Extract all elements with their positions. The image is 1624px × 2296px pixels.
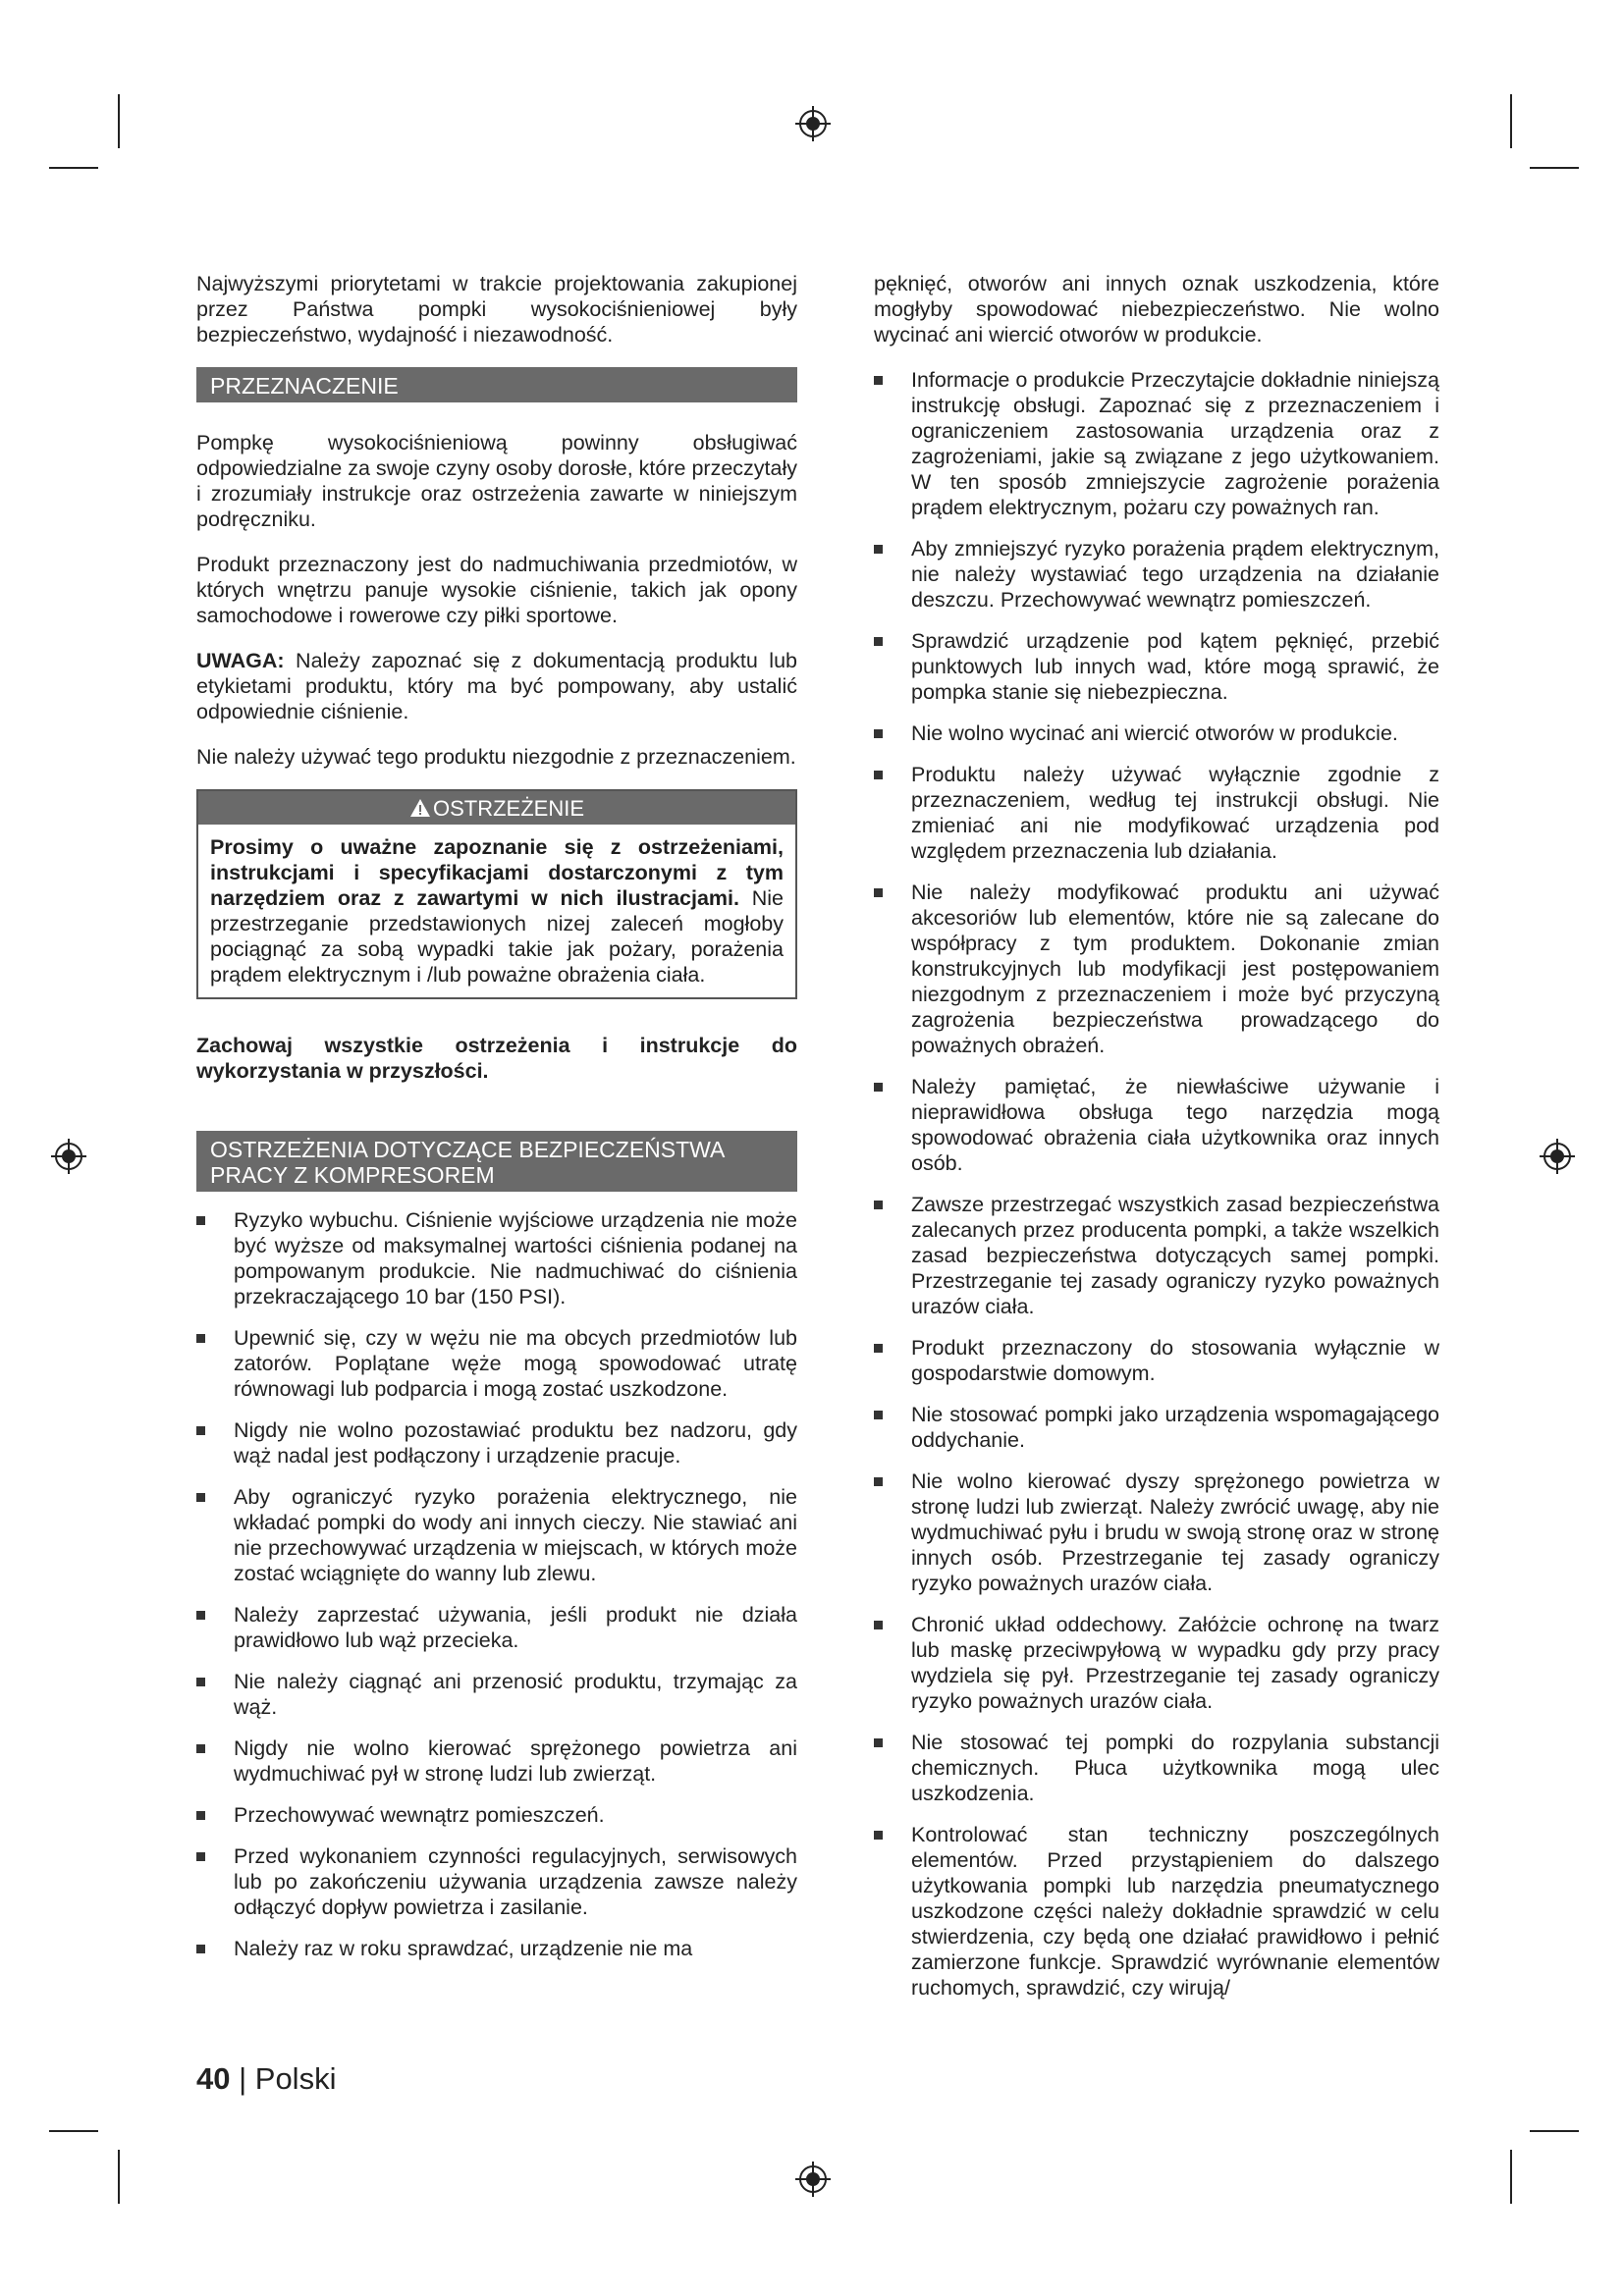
list-item: Informacje o produkcie Przeczytajcie dokładnie niniejszą instrukcję obsługi. Zapoznać się z przeznaczeniem i ograniczeniem zastosowania urządzenia oraz z zagrożeniami, jakie są związane z jego użytkowaniem. W ten sposób zmniejszycie zagrożenie porażenia prądem elektrycznym, pożaru czy poważnych ran. bbox=[874, 367, 1439, 520]
crop-mark bbox=[118, 94, 120, 148]
bullet-icon bbox=[196, 1493, 205, 1502]
list-item: Produkt przeznaczony do stosowania wyłącznie w gospodarstwie domowym. bbox=[874, 1335, 1439, 1386]
crop-mark bbox=[1510, 94, 1512, 148]
list-item: Nie wolno wycinać ani wiercić otworów w produkcie. bbox=[874, 721, 1439, 746]
keep-instructions: Zachowaj wszystkie ostrzeżenia i instrukcje do wykorzystania w przyszłości. bbox=[196, 1034, 797, 1083]
crop-mark bbox=[1530, 2130, 1579, 2132]
crop-mark bbox=[1530, 167, 1579, 169]
list-item: Nigdy nie wolno kierować sprężonego powietrza ani wydmuchiwać pył w stronę ludzi lub zwierząt. bbox=[196, 1735, 797, 1787]
list-item: Nie należy modyfikować produktu ani używać akcesoriów lub elementów, które nie są zalecane do współpracy z tym produktem. Dokonanie zmian konstrukcyjnych lub modyfikacji jest postępowaniem niezgodnym z przeznaczeniem i może być przyczyną zagrożenia bezpieczeństwa prowadzącego do poważnych obrażeń. bbox=[874, 880, 1439, 1058]
list-item: Przechowywać wewnątrz pomieszczeń. bbox=[196, 1802, 797, 1828]
list-item: Produktu należy używać wyłącznie zgodnie z przeznaczeniem, według tej instrukcji obsługi. Nie zmieniać ani nie modyfikować urządzenia pod względem przeznaczenia lub działania. bbox=[874, 762, 1439, 864]
warning-text: Nie przestrzeganie przedstawionych nizej zaleceń mogłoby pociągnąć za sobą wypadki takie jak pożary, porażenia prądem elektrycznym i /lub poważne obrażenia ciała. bbox=[210, 886, 785, 987]
bullet-icon bbox=[874, 1083, 883, 1092]
bullet-icon bbox=[196, 1945, 205, 1953]
warning-header bbox=[198, 791, 795, 825]
bullet-icon bbox=[874, 1831, 883, 1840]
list-item: Aby zmniejszyć ryzyko porażenia prądem elektrycznym, nie należy wystawiać tego urządzenia na działanie deszczu. Przechowywać wewnątrz pomieszczeń. bbox=[874, 536, 1439, 613]
bullet-icon bbox=[196, 1334, 205, 1343]
bullet-icon bbox=[874, 1738, 883, 1747]
purpose-paragraph: Nie należy używać tego produktu niezgodnie z przeznaczeniem. bbox=[196, 745, 796, 769]
crop-mark bbox=[49, 167, 98, 169]
list-item: Przed wykonaniem czynności regulacyjnych, serwisowych lub po zakończeniu używania urządzenia zawsze należy odłączyć dopływ powietrza i zasilanie. bbox=[196, 1843, 797, 1920]
note-label: UWAGA: bbox=[196, 649, 285, 672]
bullet-icon bbox=[196, 1852, 205, 1861]
list-item: Nie stosować tej pompki do rozpylania substancji chemicznych. Płuca użytkownika mogą ulec uszkodzenia. bbox=[874, 1730, 1439, 1806]
bullet-icon bbox=[874, 637, 883, 646]
bullet-icon bbox=[196, 1744, 205, 1753]
warning-icon bbox=[409, 798, 431, 818]
list-item: Aby ograniczyć ryzyko porażenia elektrycznego, nie wkładać pompki do wody ani innych cieczy. Nie stawiać ani nie przechowywać urządzenia w miejscach, w których może zostać wciągnięte do wanny lub zlewu. bbox=[196, 1484, 797, 1586]
list-item: Nie stosować pompki jako urządzenia wspomagającego oddychanie. bbox=[874, 1402, 1439, 1453]
section-heading-safety: OSTRZEŻENIA DOTYCZĄCE BEZPIECZEŃSTWA PRACY Z KOMPRESOREM bbox=[196, 1131, 797, 1192]
bullet-icon bbox=[874, 729, 883, 738]
warning-body bbox=[198, 825, 795, 997]
warning-box bbox=[196, 789, 797, 999]
warning-bold-text: Prosimy o uważne zapoznanie się z ostrzeżeniami, instrukcjami i specyfikacjami dostarczonymi z tym narzędziem oraz z zawartymi w nich ilustracjami. bbox=[210, 835, 784, 910]
section-heading-purpose: PRZEZNACZENIE bbox=[196, 367, 797, 402]
bullet-icon bbox=[196, 1426, 205, 1435]
list-item: Ryzyko wybuchu. Ciśnienie wyjściowe urządzenia nie może być wyższe od maksymalnej wartości ciśnienia podanej na pompowanym produkcie. Nie nadmuchiwać do ciśnienia przekraczającego 10 bar (150 PSI). bbox=[196, 1207, 797, 1309]
bullet-icon bbox=[874, 376, 883, 385]
continued-paragraph: pęknięć, otworów ani innych oznak uszkodzenia, które mogłyby spowodować niebezpieczeństwo. Nie wolno wycinać ani wiercić otworów w produkcie. bbox=[874, 272, 1439, 347]
footer-language: Polski bbox=[254, 2061, 337, 2096]
list-item: Należy raz w roku sprawdzać, urządzenie nie ma bbox=[196, 1936, 797, 1961]
bullet-icon bbox=[874, 1411, 883, 1419]
bullet-icon bbox=[196, 1811, 205, 1820]
bullet-icon bbox=[874, 545, 883, 554]
list-item: Nie należy ciągnąć ani przenosić produktu, trzymając za wąż. bbox=[196, 1669, 797, 1720]
list-item: Upewnić się, czy w wężu nie ma obcych przedmiotów lub zatorów. Poplątane węże mogą spowodować utratę równowagi lub podparcia i mogą zostać uszkodzone. bbox=[196, 1325, 797, 1402]
bullet-icon bbox=[196, 1678, 205, 1686]
list-item: Chronić układ oddechowy. Załóżcie ochronę na twarz lub maskę przeciwpyłową w wypadku gdy przy pracy wydziela się pył. Przestrzeganie tej zasady ograniczy ryzyko poważnych urazów ciała. bbox=[874, 1612, 1439, 1714]
crop-mark bbox=[1510, 2150, 1512, 2204]
bullet-icon bbox=[874, 771, 883, 779]
registration-mark-icon bbox=[1538, 1137, 1577, 1176]
registration-mark-icon bbox=[793, 2160, 833, 2199]
bullet-icon bbox=[874, 1344, 883, 1353]
bullet-icon bbox=[196, 1216, 205, 1225]
registration-mark-icon bbox=[49, 1137, 88, 1176]
purpose-paragraph: Pompkę wysokociśnieniową powinny obsługiwać odpowiedzialne za swoje czyny osoby dorosłe, które przeczytały i zrozumiały instrukcje oraz ostrzeżenia zawarte w niniejszym podręczniku. bbox=[196, 431, 797, 531]
purpose-paragraph: Produkt przeznaczony jest do nadmuchiwania przedmiotów, w których wnętrzu panuje wysokie ciśnienie, takich jak opony samochodowe i rowerowe czy piłki sportowe. bbox=[196, 553, 797, 627]
intro-paragraph: Najwyższymi priorytetami w trakcie projektowania zakupionej przez Państwa pompki wysokociśnieniowej były bezpieczeństwo, wydajność i niezawodność. bbox=[196, 272, 797, 347]
list-item: Zawsze przestrzegać wszystkich zasad bezpieczeństwa zalecanych przez producenta pompki, a także wszelkich zasad bezpieczeństwa dotyczących samej pompki. Przestrzeganie tej zasady ograniczy ryzyko poważnych urazów ciała. bbox=[874, 1192, 1439, 1319]
footer-separator: | bbox=[230, 2061, 255, 2096]
note-text: Należy zapoznać się z dokumentacją produktu lub etykietami produktu, który ma być pompowany, aby ustalić odpowiednie ciśnienie. bbox=[196, 649, 797, 723]
crop-mark bbox=[49, 2130, 98, 2132]
list-item: Należy pamiętać, że niewłaściwe używanie i nieprawidłowa obsługa tego narzędzia mogą spowodować obrażenia ciała użytkownika oraz innych osób. bbox=[874, 1074, 1439, 1176]
list-item: Nigdy nie wolno pozostawiać produktu bez nadzoru, gdy wąż nadal jest podłączony i urządzenie pracuje. bbox=[196, 1417, 797, 1468]
safety-list-continued bbox=[874, 367, 1439, 2001]
page-footer bbox=[196, 2061, 336, 2097]
left-column bbox=[196, 271, 797, 1977]
bullet-icon bbox=[874, 888, 883, 897]
bullet-icon bbox=[874, 1621, 883, 1629]
warning-title: OSTRZEŻENIE bbox=[432, 796, 584, 821]
bullet-icon bbox=[874, 1477, 883, 1486]
right-column bbox=[874, 271, 1439, 2016]
list-item: Sprawdzić urządzenie pod kątem pęknięć, przebić punktowych lub innych wad, które mogą sprawić, że pompka stanie się niebezpieczna. bbox=[874, 628, 1439, 705]
page-number: 40 bbox=[196, 2061, 231, 2096]
crop-mark bbox=[118, 2150, 120, 2204]
note-paragraph bbox=[196, 648, 797, 724]
bullet-icon bbox=[874, 1201, 883, 1209]
registration-mark-icon bbox=[793, 104, 833, 143]
list-item: Kontrolować stan techniczny poszczególnych elementów. Przed przystąpieniem do dalszego użytkowania pompki lub narzędzia pneumatycznego uszkodzone części należy dokładnie sprawdzić w celu stwierdzenia, czy będą one działać prawidłowo i pełnić zamierzone funkcje. Sprawdzić wyrównanie elementów ruchomych, sprawdzić, czy wirują/ bbox=[874, 1822, 1439, 2001]
bullet-icon bbox=[196, 1611, 205, 1620]
list-item: Nie wolno kierować dyszy sprężonego powietrza w stronę ludzi lub zwierząt. Należy zwrócić uwagę, aby nie wydmuchiwać pyłu i brudu w swoją stronę oraz w stronę innych osób. Przestrzeganie tej zasady ograniczy ryzyko poważnych urazów ciała. bbox=[874, 1468, 1439, 1596]
list-item: Należy zaprzestać używania, jeśli produkt nie działa prawidłowo lub wąż przecieka. bbox=[196, 1602, 797, 1653]
safety-list bbox=[196, 1207, 797, 1961]
